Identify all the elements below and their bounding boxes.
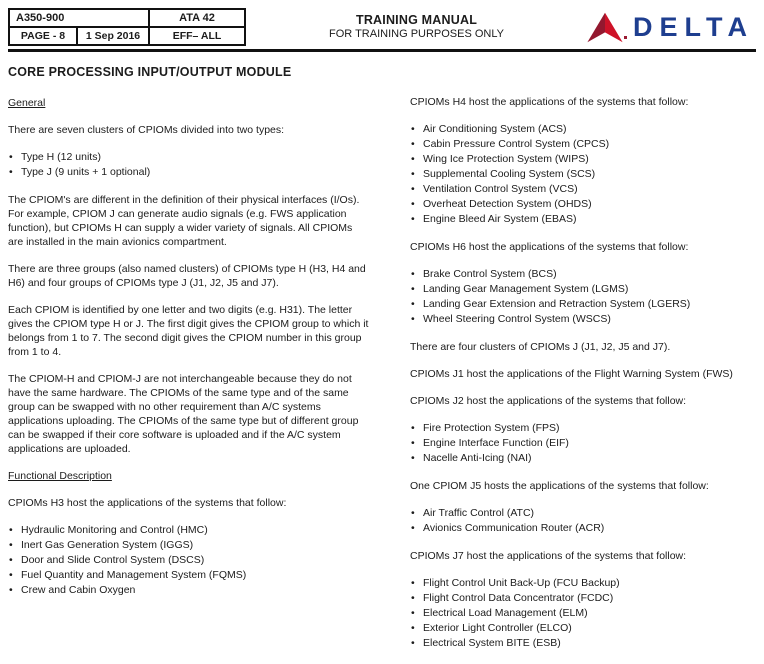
delta-logo [587,6,756,43]
bullet-list [410,122,756,227]
paragraph: There are four clusters of CPIOMs J (J1, J2, J5 and J7). [410,341,671,353]
delta-widget-icon [587,12,623,43]
bullet-item: • Door and Slide Control System (DSCS) [8,553,370,568]
bullet-item: • Air Traffic Control (ATC) [410,506,756,521]
revision-date: 1 Sep 2016 [77,27,149,45]
page-header [8,6,756,46]
paragraph: The CPIOM's are different in the definition of their physical interfaces (I/Os). For example, CPIOM J can generate audio signals (e.g. FWS application function), but CPIOMs H can supply a wider variety of signals. All CPIOMs are installed in the main avionics compartment. [8,194,360,248]
ata-chapter: ATA 42 [149,9,245,27]
bullet-item: • Flight Control Unit Back-Up (FCU Backup) [410,576,756,591]
bullet-item: • Air Conditioning System (ACS) [410,122,756,137]
bullet-item: • Landing Gear Management System (LGMS) [410,282,756,297]
paragraph: One CPIOM J5 hosts the applications of the systems that follow: [410,480,709,492]
paragraph: There are three groups (also named clusters) of CPIOMs type H (H3, H4 and H6) and four groups of CPIOMs type J (J1, J2, J5 and J7). [8,263,366,289]
bullet-item: • Nacelle Anti-Icing (NAI) [410,451,756,466]
document-info-table [8,8,246,46]
bullet-item: • Overheat Detection System (OHDS) [410,197,756,212]
delta-wordmark: DELTA [633,12,754,42]
bullet-list [410,576,756,651]
bullet-item: • Wing Ice Protection System (WIPS) [410,152,756,167]
manual-title-block [246,6,587,40]
bullet-item: • Hydraulic Monitoring and Control (HMC) [8,523,370,538]
bullet-item: • Landing Gear Extension and Retraction System (LGERS) [410,297,756,312]
bullet-item: • Flight Control Data Concentrator (FCDC) [410,591,756,606]
paragraph: There are seven clusters of CPIOMs divided into two types: [8,124,285,136]
bullet-item: • Fuel Quantity and Management System (FQMS) [8,568,370,583]
paragraph: CPIOMs J1 host the applications of the Flight Warning System (FWS) [410,368,733,380]
section-heading: General [8,97,46,109]
bullet-item: • Avionics Communication Router (ACR) [410,521,756,536]
section-heading: Functional Description [8,470,112,482]
paragraph: The CPIOM-H and CPIOM-J are not interchangeable because they do not have the same hardware. The CPIOMs of the same type and of the same group can be swapped with no other requirement than A/C systems applications uploading. The CPIOMs of the same type but of different group can be swapped if their core software is uploaded and if the A/C system applications are uploaded. [8,373,359,455]
bullet-item: • Cabin Pressure Control System (CPCS) [410,137,756,152]
bullet-item: • Engine Interface Function (EIF) [410,436,756,451]
bullet-list [8,150,370,180]
bullet-item: • Engine Bleed Air System (EBAS) [410,212,756,227]
manual-title: TRAINING MANUAL [355,13,478,27]
paragraph: CPIOMs H3 host the applications of the systems that follow: [8,497,287,509]
effectivity: EFF– ALL [149,27,245,45]
page-number: PAGE - 8 [9,27,77,45]
bullet-list [8,523,370,598]
paragraph: CPIOMs H6 host the applications of the systems that follow: [410,241,689,253]
paragraph: CPIOMs J7 host the applications of the systems that follow: [410,550,687,562]
bullet-list [410,506,756,536]
aircraft-model: A350-900 [9,9,149,27]
trademark-dot [624,36,627,39]
bullet-item: • Supplemental Cooling System (SCS) [410,167,756,182]
paragraph: Each CPIOM is identified by one letter and two digits (e.g. H31). The letter gives the CPIOM type H or J. The first digit gives the CPIOM group to which it belongs from 1 to 7. The second digit gives the CPIOM number in this group from 1 to 4. [8,304,369,358]
bullet-item: • Type J (9 units + 1 optional) [8,165,370,180]
right-column [410,65,756,664]
bullet-item: • Type H (12 units) [8,150,370,165]
bullet-list [410,267,756,327]
bullet-item: • Wheel Steering Control System (WSCS) [410,312,756,327]
bullet-item: • Inert Gas Generation System (IGGS) [8,538,370,553]
bullet-item: • Brake Control System (BCS) [410,267,756,282]
bullet-item: • Electrical Load Management (ELM) [410,606,756,621]
paragraph: CPIOMs J2 host the applications of the systems that follow: [410,395,687,407]
paragraph: CPIOMs H4 host the applications of the systems that follow: [410,96,689,108]
bullet-item: • Exterior Light Controller (ELCO) [410,621,756,636]
page-title: CORE PROCESSING INPUT/OUTPUT MODULE [8,65,292,79]
bullet-item: • Crew and Cabin Oxygen [8,583,370,598]
bullet-list [410,421,756,466]
left-column [8,65,370,664]
manual-subtitle: FOR TRAINING PURPOSES ONLY [329,28,505,40]
bullet-item: • Fire Protection System (FPS) [410,421,756,436]
bullet-item: • Electrical System BITE (ESB) [410,636,756,651]
document-body [8,52,756,664]
bullet-item: • Ventilation Control System (VCS) [410,182,756,197]
